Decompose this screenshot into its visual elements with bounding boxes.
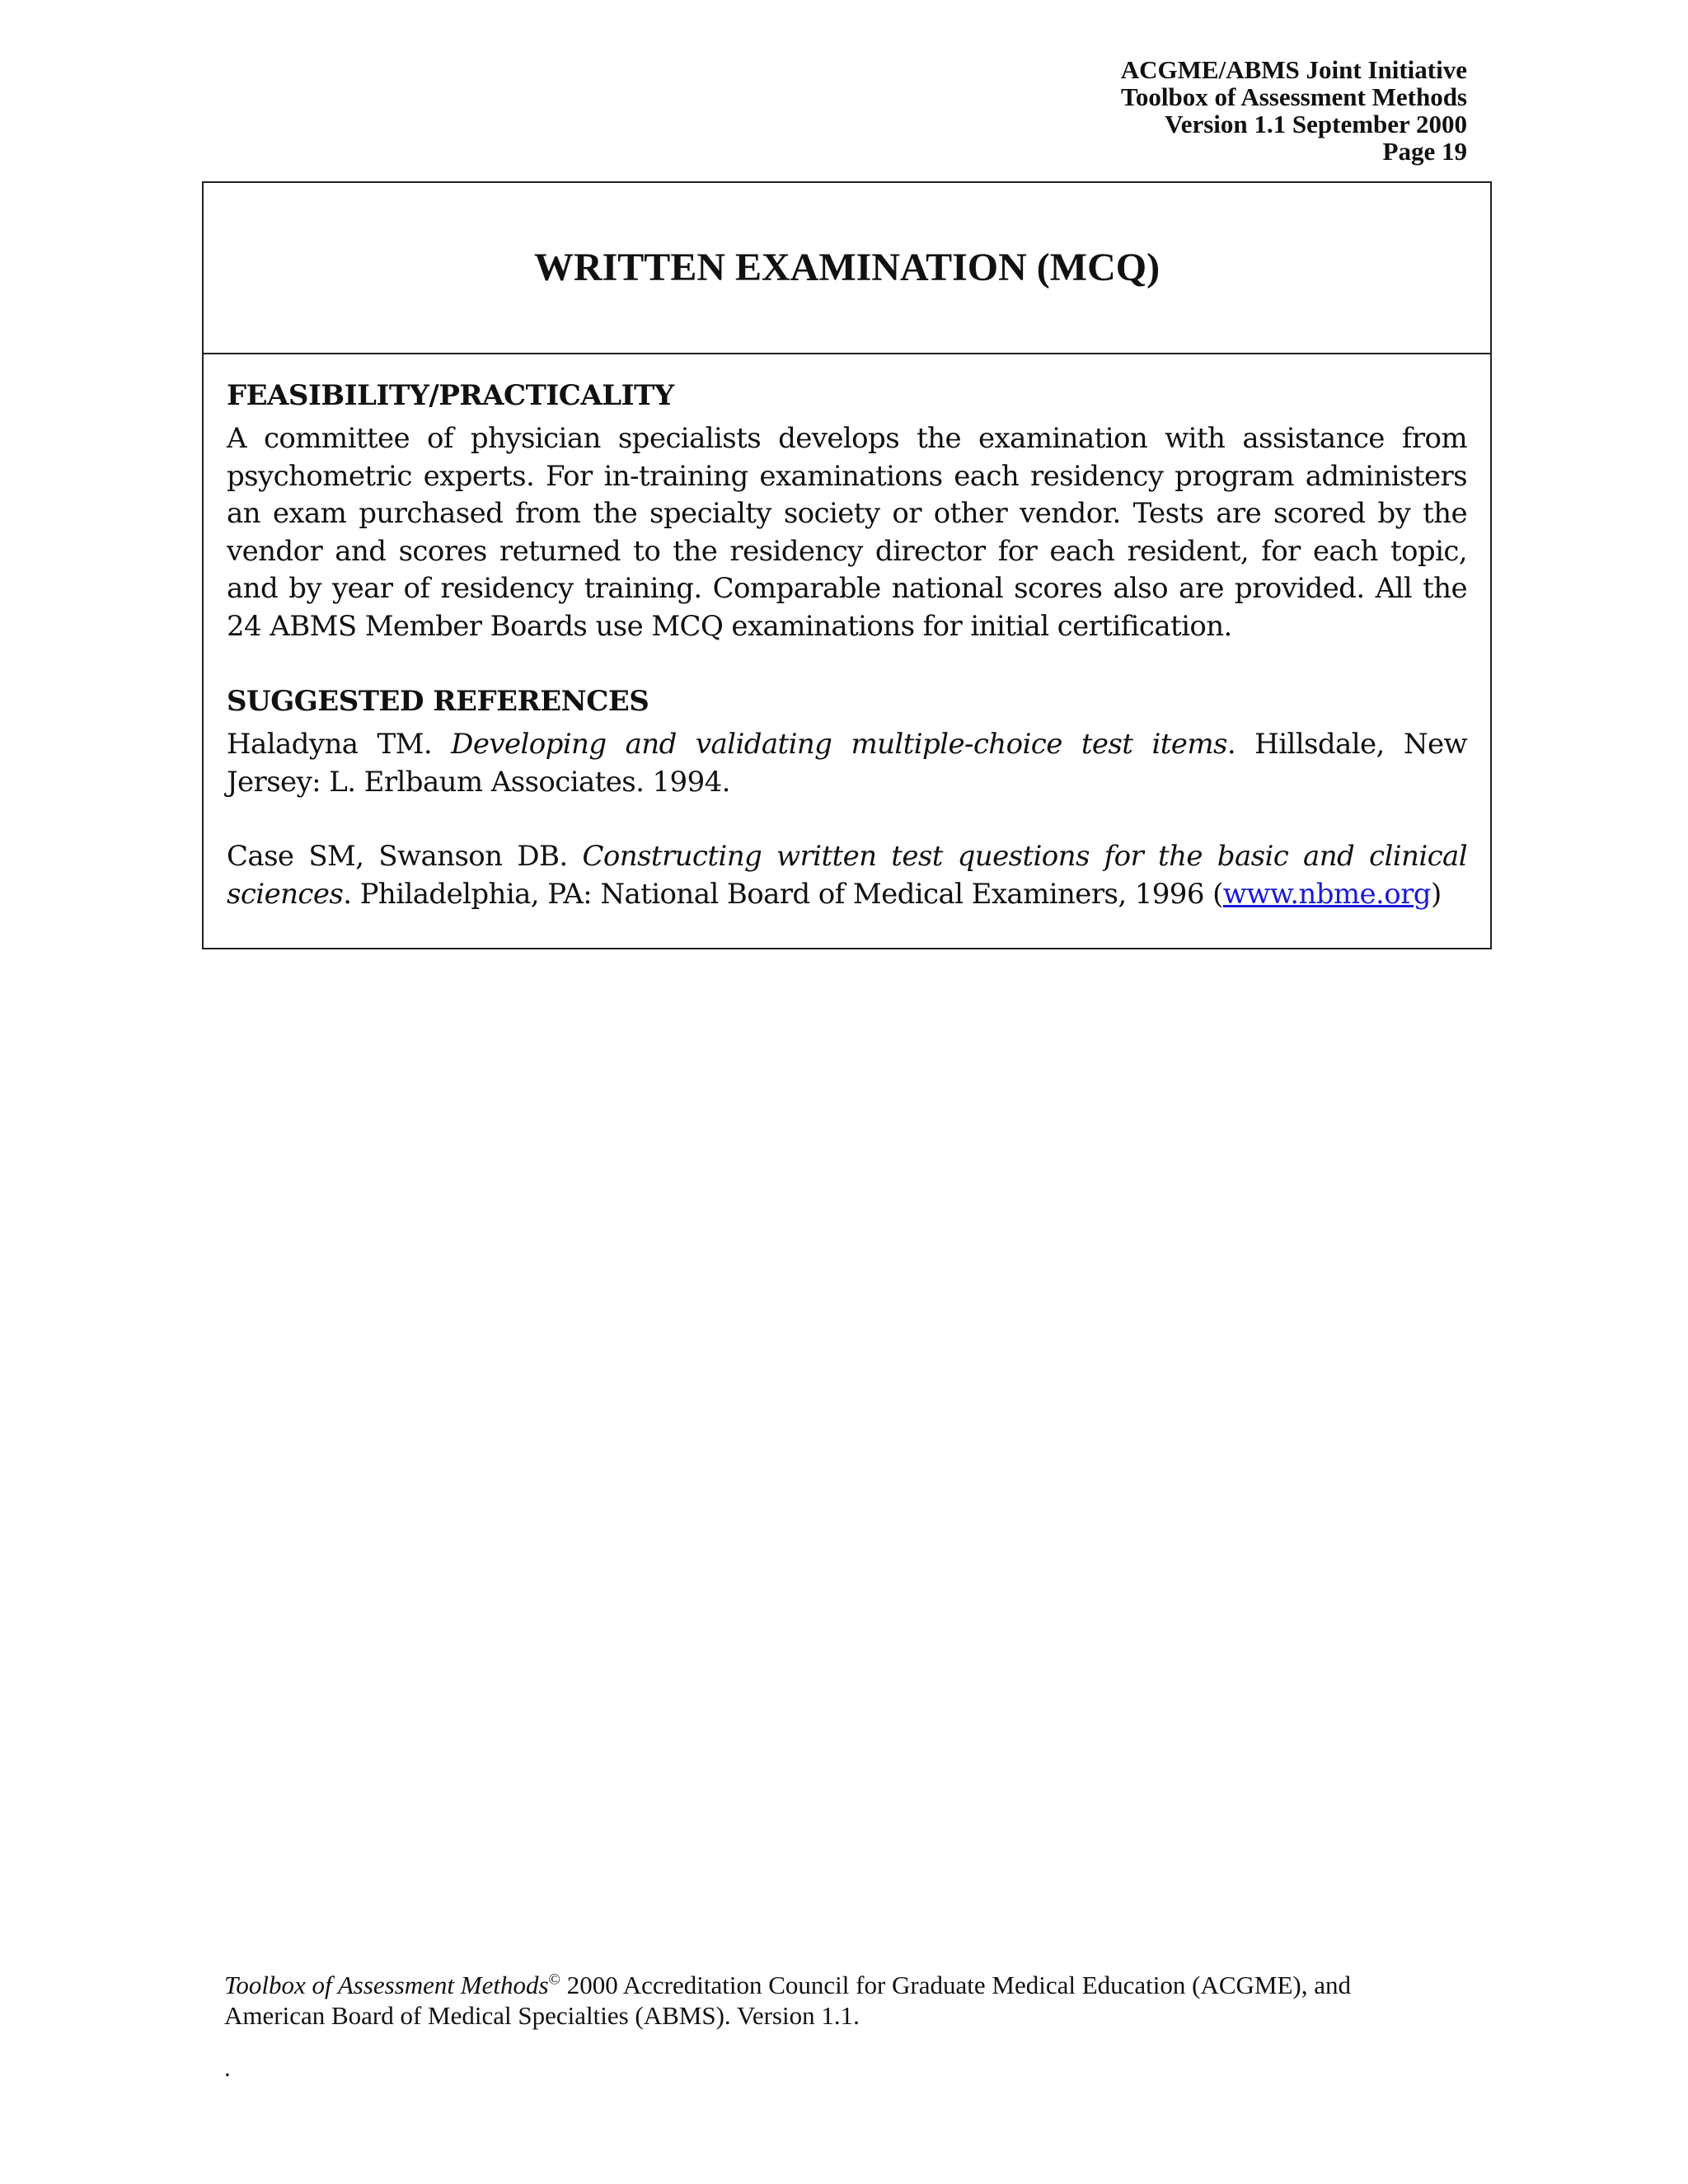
footer-dot: . [224,2053,231,2082]
ref2-publisher: . Philadelphia, PA: National Board of Medical Examiners, 1996 ( [343,877,1223,911]
reference-case-swanson [227,838,1467,913]
header-version: Version 1.1 September 2000 [1165,110,1467,138]
header-initiative: ACGME/ABMS Joint Initiative [1120,55,1467,84]
title-area [204,183,1490,354]
page-header [1121,56,1467,165]
page-title: WRITTEN EXAMINATION (MCQ) [533,246,1160,289]
ref1-publisher: . Hillsdale, New Jersey: L. Erlbaum Associates. 1994. [227,728,1467,799]
ref2-title: Constructing written test questions for the basic and clinical sciences [227,840,1467,911]
footer-line-2: American Board of Medical Specialties (ABMS). Version 1.1. [224,2001,860,2030]
content-body [227,379,1467,913]
nbme-link[interactable]: www.nbme.org [1222,877,1431,911]
ref2-close-paren: ) [1430,877,1442,911]
footer-line-1 [224,1970,1351,2000]
footer-toolbox-title: Toolbox of Assessment Methods [224,1971,549,1999]
ref1-title: Developing and validating multiple-choice test items [451,728,1227,761]
ref2-authors: Case SM, Swanson DB. [227,840,583,873]
references-heading: SUGGESTED REFERENCES [227,685,649,718]
reference-haladyna [227,726,1467,801]
feasibility-paragraph: A committee of physician specialists develops the examination with assistance from psychometric experts. For in-training examinations each residency program administers an exam purchased from the specialty society or other vendor. Tests are scored by the vendor and scores returned to the residency director for each resident, for each topic, and by year of residency training. Comparable national scores also are provided. All the 24 ABMS Member Boards use MCQ examinations for initial certification. [227,422,1467,643]
header-toolbox: Toolbox of Assessment Methods [1121,82,1467,111]
header-page-number: Page 19 [1382,137,1467,166]
page-footer [224,1970,1351,2031]
copyright-symbol: © [548,1971,560,1989]
feasibility-heading: FEASIBILITY/PRACTICALITY [227,379,674,412]
ref1-authors: Haladyna TM. [227,728,452,761]
footer-text-1: 2000 Accreditation Council for Graduate Medical Education (ACGME), and [560,1971,1351,1999]
content-box [202,181,1492,949]
